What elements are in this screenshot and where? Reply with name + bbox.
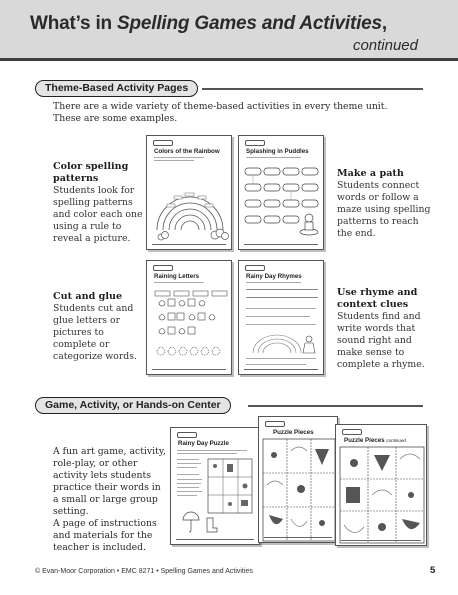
callout-title: Make a path xyxy=(337,168,404,179)
worksheet-tag xyxy=(153,140,173,146)
callout-text: Students connect words or follow a maze using spelling patterns to reach the end. xyxy=(337,180,431,239)
worksheet-tag xyxy=(153,265,173,271)
worksheet-title: Colors of the Rainbow xyxy=(154,148,220,155)
worksheet-title: Splashing in Puddles xyxy=(246,148,309,155)
thumbnail-rhymes-worksheet xyxy=(238,260,324,375)
page-title: What’s in Spelling Games and Activities, xyxy=(30,13,387,34)
section-label-theme-activities: Theme-Based Activity Pages xyxy=(35,80,198,97)
puzzle-pieces-grid xyxy=(336,445,427,546)
callout-make-path xyxy=(337,168,435,240)
thumbnail-puzzle-pieces-2 xyxy=(335,424,427,546)
worksheet-title: Puzzle Pieces continued xyxy=(344,437,406,444)
callout-cut-glue xyxy=(53,291,148,363)
worksheet-title: Rainy Day Rhymes xyxy=(246,273,302,280)
rhyme-rainbow-illustration xyxy=(239,327,324,357)
worksheet-tag xyxy=(177,432,197,438)
thumbnail-rainbow-worksheet xyxy=(146,135,232,250)
callout-rhyme xyxy=(337,287,435,371)
page-number: 5 xyxy=(430,565,436,576)
worksheet-tag xyxy=(245,140,265,146)
worksheet-tag xyxy=(265,421,285,427)
section1-intro: There are a wide variety of theme-based activities in every theme unit. These are some examples. xyxy=(53,101,388,124)
callout-title: Use rhyme and context clues xyxy=(337,287,418,310)
section2-description xyxy=(53,446,168,554)
section-label-game-center: Game, Activity, or Hands-on Center xyxy=(35,397,231,414)
callout-title: Color spelling patterns xyxy=(53,161,129,184)
worksheet-tag xyxy=(342,429,362,435)
section2-text-activity: A fun art game, activity, role-play, or other activity lets students practice their words in a small or large group setting. xyxy=(53,446,166,517)
callout-title: Cut and glue xyxy=(53,291,123,302)
callout-color-spelling xyxy=(53,161,148,245)
puddle-maze-illustration xyxy=(239,158,324,250)
raindrop-cutout-illustration xyxy=(147,285,232,375)
callout-text: Students cut and glue letters or pictures to complete or categorize words. xyxy=(53,303,137,362)
footer-copyright: © Evan-Moor Corporation • EMC 8271 • Spelling Games and Activities xyxy=(35,568,253,575)
puzzle-pieces-grid xyxy=(259,437,338,543)
puzzle-preview-illustration xyxy=(207,458,257,518)
worksheet-tag xyxy=(245,265,265,271)
thumbnail-puddles-worksheet xyxy=(238,135,324,250)
rainbow-illustration xyxy=(147,160,232,250)
thumbnail-puzzle-pieces-1 xyxy=(258,416,338,543)
callout-text: Students find and write words that sound right and make sense to complete a rhyme. xyxy=(337,311,425,370)
worksheet-title: Rainy Day Puzzle xyxy=(178,440,229,447)
thumbnail-puzzle-instructions xyxy=(170,427,260,545)
section-divider xyxy=(248,405,423,407)
section2-text-instructions: A page of instructions and materials for the teacher is included. xyxy=(53,518,157,553)
section-divider xyxy=(202,88,423,90)
umbrella-boot-illustration xyxy=(179,510,219,535)
worksheet-title: Puzzle Pieces xyxy=(273,429,314,436)
worksheet-title: Raining Letters xyxy=(154,273,200,280)
thumbnail-raindrop-worksheet xyxy=(146,260,232,375)
page-subtitle: continued xyxy=(352,37,418,54)
callout-text: Students look for spelling patterns and color each one using a rule to reveal a picture. xyxy=(53,185,143,244)
